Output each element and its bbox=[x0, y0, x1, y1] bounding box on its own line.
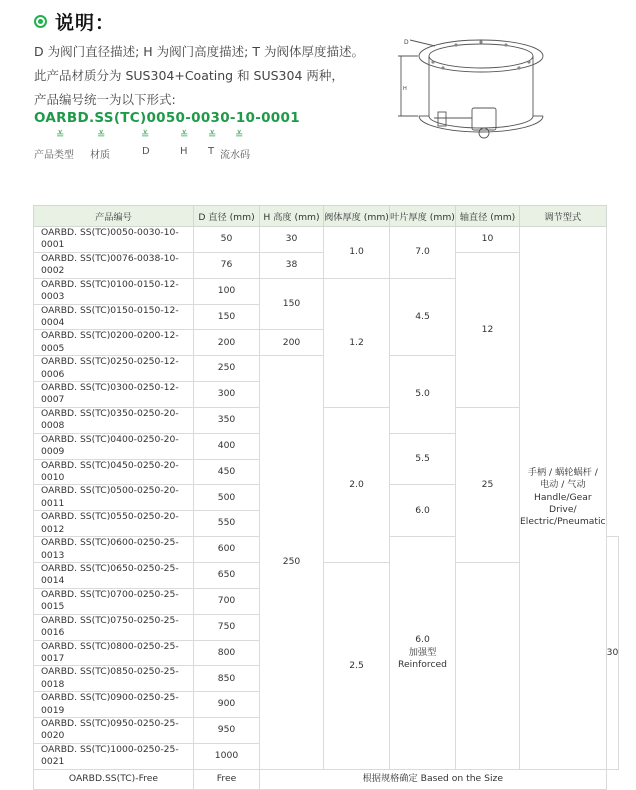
model-cell: OARBD. SS(TC)0300-0250-12-0007 bbox=[34, 382, 194, 408]
code-part-label: 流水码 bbox=[220, 150, 250, 161]
table-row-free bbox=[34, 769, 619, 789]
chevron-down-icon: ≚ bbox=[97, 130, 106, 141]
table-header-row bbox=[34, 206, 619, 227]
model-cell: OARBD.SS(TC)-Free bbox=[34, 769, 194, 789]
d-cell: 850 bbox=[194, 666, 260, 692]
code-part-label: 产品类型 bbox=[34, 150, 74, 161]
d-cell: 250 bbox=[194, 356, 260, 382]
model-cell: OARBD. SS(TC)0600-0250-25-0013 bbox=[34, 537, 194, 563]
d-cell: 750 bbox=[194, 614, 260, 640]
body-thickness-cell: 2.0 bbox=[324, 407, 390, 562]
d-cell: 350 bbox=[194, 407, 260, 433]
shaft-cell: 25 bbox=[456, 407, 520, 562]
model-cell: OARBD. SS(TC)0450-0250-20-0010 bbox=[34, 459, 194, 485]
col-header-blade-thickness: 叶片厚度 (mm) bbox=[390, 206, 456, 227]
h-cell: 200 bbox=[260, 330, 324, 356]
col-header-shaft: 轴直径 (mm) bbox=[456, 206, 520, 227]
blade-thickness-cell: 7.0 bbox=[390, 227, 456, 279]
free-note-cell: 根据规格确定 Based on the Size bbox=[260, 769, 607, 789]
d-cell: 600 bbox=[194, 537, 260, 563]
shaft-cell: 30 bbox=[606, 537, 619, 770]
d-cell: 400 bbox=[194, 433, 260, 459]
model-cell: OARBD. SS(TC)0900-0250-25-0019 bbox=[34, 692, 194, 718]
model-cell: OARBD. SS(TC)0200-0200-12-0005 bbox=[34, 330, 194, 356]
body-thickness-cell: 1.0 bbox=[324, 227, 390, 279]
model-cell: OARBD. SS(TC)0950-0250-25-0020 bbox=[34, 718, 194, 744]
d-cell: 450 bbox=[194, 459, 260, 485]
blade-reinforced-label-cn: 加强型 bbox=[408, 646, 437, 658]
d-cell: Free bbox=[194, 769, 260, 789]
blade-reinforced-label-en: Reinforced bbox=[398, 659, 447, 671]
chevron-down-icon: ≚ bbox=[235, 130, 244, 141]
model-cell: OARBD. SS(TC)0350-0250-20-0008 bbox=[34, 407, 194, 433]
d-cell: 500 bbox=[194, 485, 260, 511]
description-line-1: D 为阀门直径描述; H 为阀门高度描述; T 为阀体厚度描述。 bbox=[34, 44, 364, 59]
h-cell: 150 bbox=[260, 278, 324, 330]
damper-drawing bbox=[398, 32, 558, 152]
d-cell: 150 bbox=[194, 304, 260, 330]
model-cell: OARBD. SS(TC)0550-0250-20-0012 bbox=[34, 511, 194, 537]
code-part-label: T bbox=[208, 146, 215, 157]
model-cell: OARBD. SS(TC)0250-0250-12-0006 bbox=[34, 356, 194, 382]
chevron-down-icon: ≚ bbox=[141, 130, 150, 141]
dim-label-d: D bbox=[404, 39, 409, 46]
shaft-cell: 12 bbox=[456, 252, 520, 407]
h-cell: 30 bbox=[260, 227, 324, 253]
description-line-3: 产品编号统一为以下形式: bbox=[34, 92, 176, 107]
model-cell: OARBD. SS(TC)0400-0250-20-0009 bbox=[34, 433, 194, 459]
regulation-line: 手柄 / 蜗轮蜗杆 / bbox=[527, 466, 598, 478]
d-cell: 650 bbox=[194, 562, 260, 588]
model-cell: OARBD. SS(TC)0650-0250-25-0014 bbox=[34, 562, 194, 588]
h-cell: 250 bbox=[260, 356, 324, 770]
blade-thickness-cell: 5.5 bbox=[390, 433, 456, 485]
model-cell: OARBD. SS(TC)0150-0150-12-0004 bbox=[34, 304, 194, 330]
model-cell: OARBD. SS(TC)0076-0038-10-0002 bbox=[34, 252, 194, 278]
regulation-cell bbox=[520, 227, 607, 770]
code-part-label: D bbox=[142, 146, 150, 157]
d-cell: 950 bbox=[194, 718, 260, 744]
col-header-h: H 高度 (mm) bbox=[260, 206, 324, 227]
d-cell: 50 bbox=[194, 227, 260, 253]
body-thickness-cell: 2.5 bbox=[324, 562, 390, 769]
blade-thickness-cell: 6.0 bbox=[390, 485, 456, 537]
d-cell: 550 bbox=[194, 511, 260, 537]
dim-label-h: H bbox=[403, 86, 407, 92]
d-cell: 100 bbox=[194, 278, 260, 304]
model-cell: OARBD. SS(TC)0100-0150-12-0003 bbox=[34, 278, 194, 304]
table-row bbox=[34, 227, 619, 253]
h-cell: 38 bbox=[260, 252, 324, 278]
col-header-d: D 直径 (mm) bbox=[194, 206, 260, 227]
section-title: 说明： bbox=[34, 8, 115, 35]
model-cell: OARBD. SS(TC)0750-0250-25-0016 bbox=[34, 614, 194, 640]
chevron-down-icon: ≚ bbox=[208, 130, 217, 141]
description-line-2: 此产品材质分为 SUS304+Coating 和 SUS304 两种， bbox=[34, 68, 344, 83]
bullet-icon bbox=[34, 15, 47, 28]
body-thickness-cell: 1.2 bbox=[324, 278, 390, 407]
model-cell: OARBD. SS(TC)0850-0250-25-0018 bbox=[34, 666, 194, 692]
regulation-line: Electric/Pneumatic bbox=[520, 516, 606, 528]
d-cell: 1000 bbox=[194, 743, 260, 769]
spec-table bbox=[33, 205, 619, 790]
shaft-cell: 10 bbox=[456, 227, 520, 253]
d-cell: 700 bbox=[194, 588, 260, 614]
col-header-body-thickness: 阀体厚度 (mm) bbox=[324, 206, 390, 227]
code-part-label: H bbox=[180, 146, 188, 157]
d-cell: 300 bbox=[194, 382, 260, 408]
d-cell: 900 bbox=[194, 692, 260, 718]
blade-thickness-cell: 4.5 bbox=[390, 278, 456, 356]
d-cell: 76 bbox=[194, 252, 260, 278]
regulation-line: Handle/Gear Drive/ bbox=[533, 491, 592, 516]
regulation-line: 电动 / 气动 bbox=[539, 479, 586, 491]
model-cell: OARBD. SS(TC)0800-0250-25-0017 bbox=[34, 640, 194, 666]
d-cell: 200 bbox=[194, 330, 260, 356]
model-cell: OARBD. SS(TC)0500-0250-20-0011 bbox=[34, 485, 194, 511]
col-header-model: 产品编号 bbox=[34, 206, 194, 227]
blade-thickness-cell: 5.0 bbox=[390, 356, 456, 434]
model-cell: OARBD. SS(TC)0050-0030-10-0001 bbox=[34, 227, 194, 253]
col-header-regulation: 调节型式 bbox=[520, 206, 607, 227]
code-part-label: 材质 bbox=[90, 150, 110, 161]
d-cell: 800 bbox=[194, 640, 260, 666]
chevron-down-icon: ≚ bbox=[56, 130, 65, 141]
blade-reinforced-value: 6.0 bbox=[415, 634, 430, 646]
blade-reinforced-cell bbox=[390, 537, 456, 770]
code-example: OARBD.SS(TC)0050-0030-10-0001 bbox=[34, 110, 300, 126]
model-cell: OARBD. SS(TC)1000-0250-25-0021 bbox=[34, 743, 194, 769]
model-cell: OARBD. SS(TC)0700-0250-25-0015 bbox=[34, 588, 194, 614]
chevron-down-icon: ≚ bbox=[180, 130, 189, 141]
